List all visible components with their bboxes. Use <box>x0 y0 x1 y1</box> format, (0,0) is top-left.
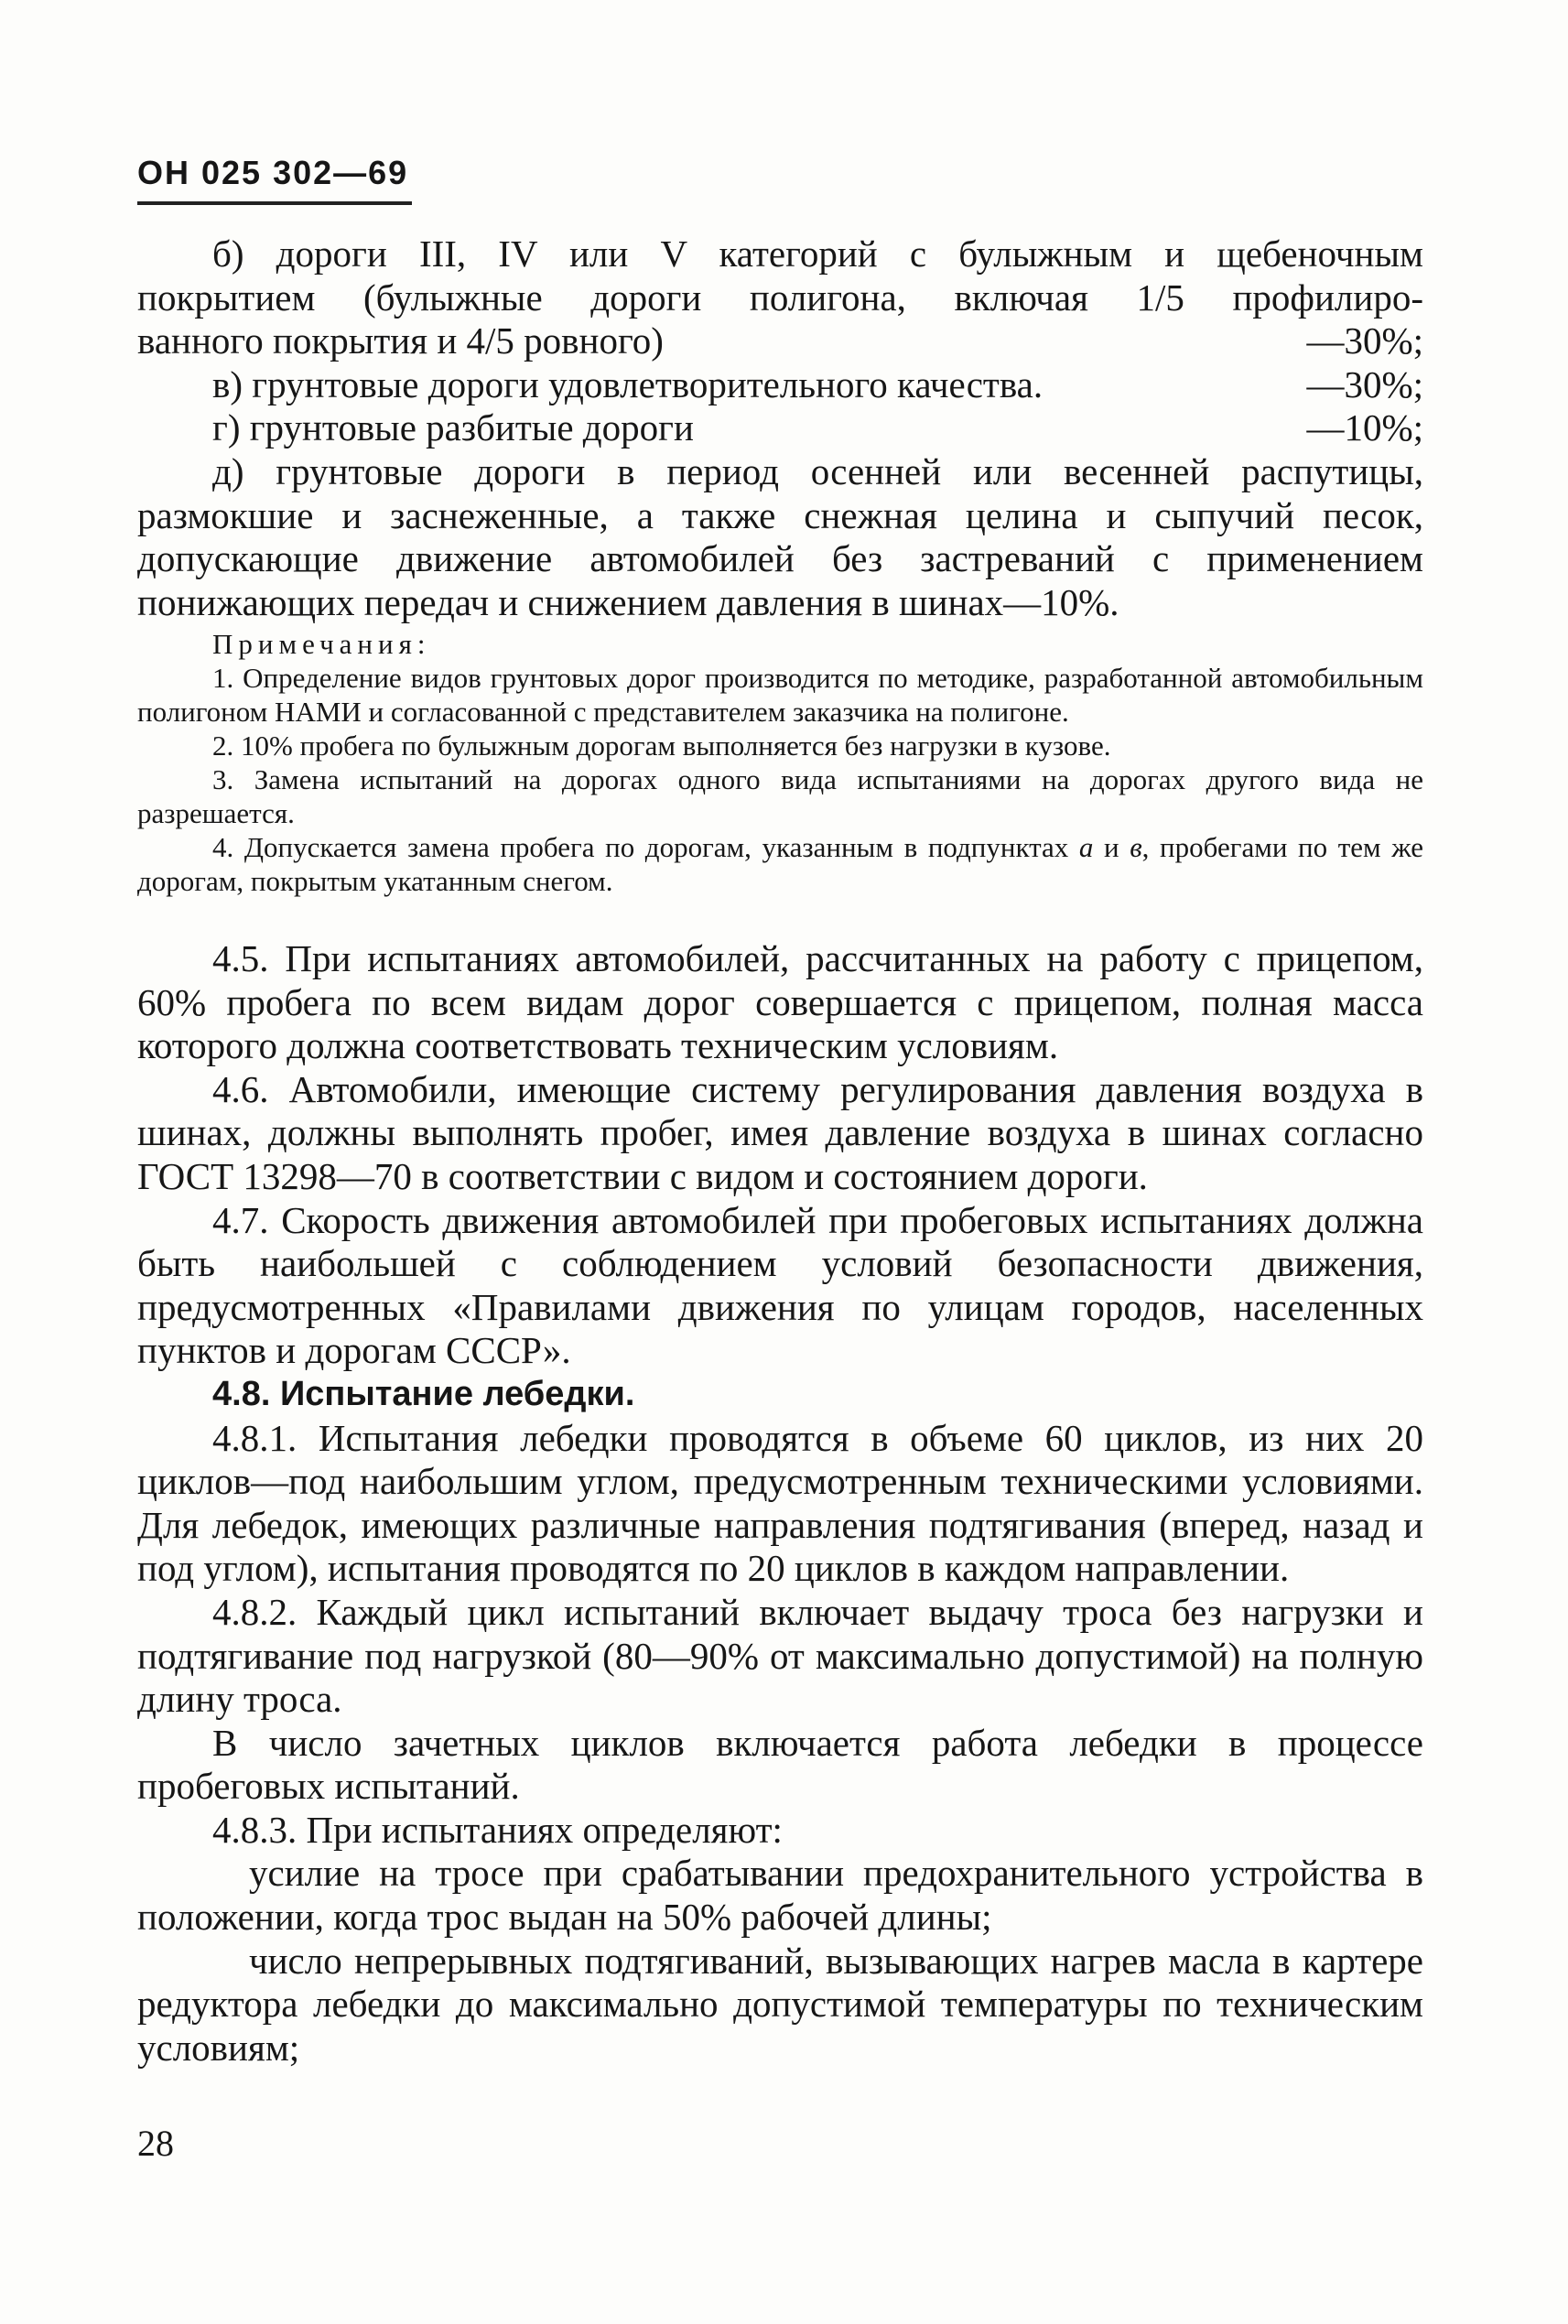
item-v-percent: —30%; <box>1306 362 1423 405</box>
item-v <box>137 363 1423 407</box>
note-4 <box>137 830 1423 898</box>
item-g-percent: —10%; <box>1306 406 1423 449</box>
item-b-line2: покрытием (булыжные дороги полигона, включая 1/5 профилиро- <box>137 276 1423 319</box>
notes-heading: Примечания: <box>212 628 431 660</box>
paragraph-4-8-2-b: В число зачетных циклов включается работа лебедки в процессе пробеговых испытаний. <box>137 1721 1423 1808</box>
paragraph-4-5: 4.5. При испытаниях автомобилей, рассчитанных на работу с прицепом, 60% пробега по всем видам дорог совершается с прицепом, полная масса которого должна соответствовать техническим условиям. <box>137 937 1423 1067</box>
list-item-1: усилие на тросе при срабатывании предохранительного устройства в положении, когда трос выдан на 50% рабочей длины; <box>137 1852 1423 1939</box>
item-g-text: г) грунтовые разбитые дороги <box>212 406 694 449</box>
page-number: 28 <box>137 2123 174 2164</box>
item-d: д) грунтовые дороги в период осенней или весенней распутицы, размокшие и заснеженные, а также снежная целина и сыпучий песок, допускающие движение автомобилей без застреваний с применением понижающих передач и снижением давления в шинах—10%. <box>137 449 1423 623</box>
heading-4-8: 4.8. Испытание лебедки. <box>212 1374 635 1413</box>
notes-block <box>137 627 1423 898</box>
item-v-text: в) грунтовые дороги удовлетворительного качества. <box>212 362 1044 405</box>
section-4-block <box>137 937 1423 2070</box>
item-b-line1: б) дороги III, IV или V категорий с булыжным и щебеночным <box>212 232 1423 275</box>
paragraph-4-8-1: 4.8.1. Испытания лебедки проводятся в объеме 60 циклов, из них 20 циклов—под наибольшим углом, предусмотренным техническими условиями. Для лебедок, имеющих различные направления подтягивания (вперед, назад и под углом), испытания проводятся по 20 циклов в каждом направлении. <box>137 1416 1423 1590</box>
paragraph-4-8-2: 4.8.2. Каждый цикл испытаний включает выдачу троса без нагрузки и подтягивание под нагрузкой (80—90% от максимально допустимой) на полную длину троса. <box>137 1590 1423 1721</box>
item-g <box>137 406 1423 450</box>
road-categories-block <box>137 232 1423 624</box>
note-4-pre: 4. Допускается замена пробега по дорогам, указанным в подпунктах <box>212 831 1079 863</box>
paragraph-4-6: 4.6. Автомобили, имеющие систему регулирования давления воздуха в шинах, должны выполнять пробег, имея давление воздуха в шинах согласно ГОСТ 13298—70 в соответствии с видом и состоянием дороги. <box>137 1067 1423 1197</box>
note-4-mid: и <box>1093 831 1130 863</box>
header-rule <box>137 201 412 205</box>
note-4-post: , пробегами по тем же дорогам, покрытым укатанным снегом. <box>137 831 1423 897</box>
item-b-percent: —30%; <box>1306 319 1423 362</box>
item-b-line3 <box>137 319 1423 363</box>
note-2: 2. 10% пробега по булыжным дорогам выполняется без нагрузки в кузове. <box>212 730 1111 762</box>
note-4-a: а <box>1078 831 1094 863</box>
note-1: 1. Определение видов грунтовых дорог производится по методике, разработанной автомобильным полигоном НАМИ и согласованной с представителем заказчика на полигоне. <box>137 662 1423 728</box>
list-item-2: число непрерывных подтягиваний, вызывающих нагрев масла в картере редуктора лебедки до максимально допустимой температуры по техническим условиям; <box>137 1939 1423 2069</box>
document-header: ОН 025 302—69 <box>137 154 409 191</box>
note-3: 3. Замена испытаний на дорогах одного вида испытаниями на дорогах другого вида не разрешается. <box>137 763 1423 829</box>
item-b-text: ванного покрытия и 4/5 ровного) <box>137 319 664 362</box>
note-4-v: в <box>1130 831 1142 863</box>
paragraph-4-7: 4.7. Скорость движения автомобилей при пробеговых испытаниях должна быть наибольшей с соблюдением условий безопасности движения, предусмотренных «Правилами движения по улицам городов, населенных пунктов и дорогам СССР». <box>137 1198 1423 1372</box>
paragraph-4-8-3: 4.8.3. При испытаниях определяют: <box>212 1808 783 1851</box>
